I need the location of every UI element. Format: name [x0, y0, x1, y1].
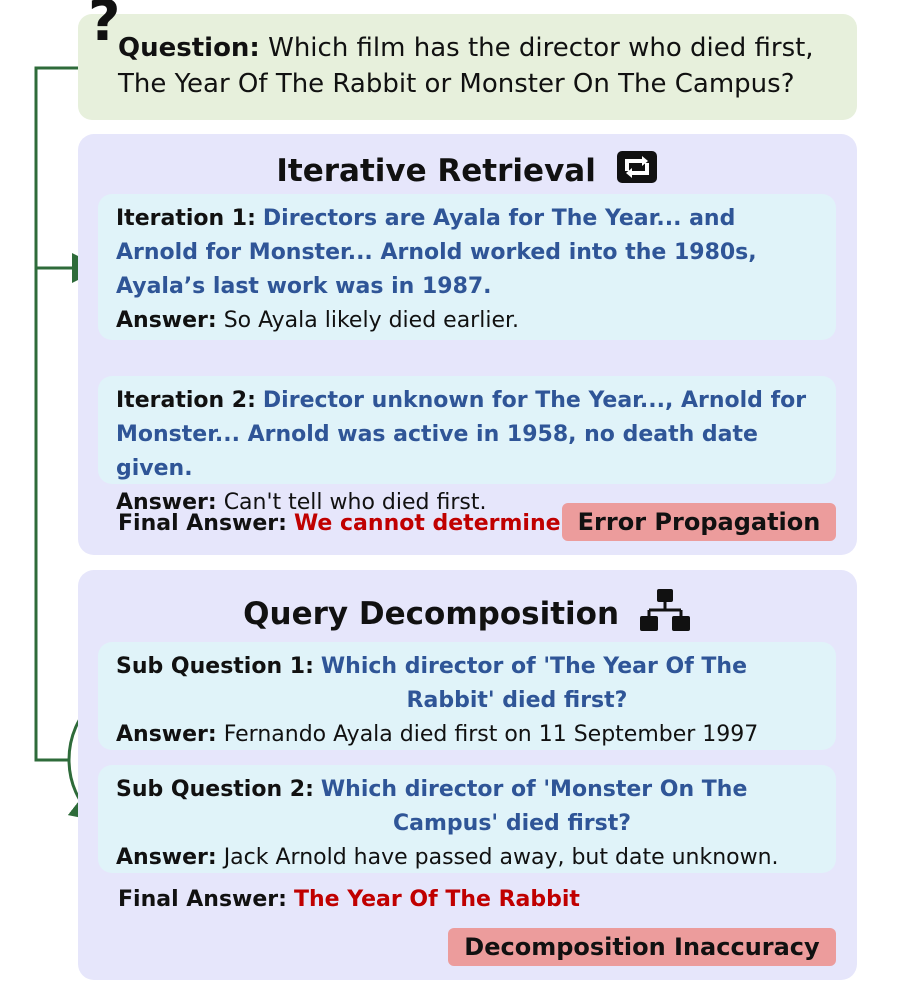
iteration-1-answer: So Ayala likely died earlier. — [223, 308, 520, 333]
iteration-2-box — [98, 376, 836, 515]
iteration-2-answer: Can't tell who died first. — [223, 490, 487, 515]
sub-question-2-answer-label: Answer: — [116, 845, 217, 870]
sub-question-2-box — [98, 765, 836, 873]
iterative-final-answer — [118, 508, 561, 540]
question-body: Which film has the director who died first, The Year Of The Rabbit or Monster On The Campus? — [118, 33, 814, 99]
query-decomposition-title — [78, 588, 857, 634]
refresh-icon — [615, 147, 659, 187]
question-label: Question: — [118, 33, 260, 63]
iterative-final-value: We cannot determine — [293, 511, 561, 536]
iterative-final-label: Final Answer: — [118, 511, 287, 536]
query-decomposition-title-text: Query Decomposition — [243, 596, 620, 632]
iteration-1-label: Iteration 1: — [116, 206, 256, 231]
sub-question-2-text-line1: Which director of 'Monster On The — [320, 777, 748, 802]
iteration-1-box — [98, 194, 836, 340]
decomposition-final-label: Final Answer: — [118, 887, 287, 912]
iterative-retrieval-title — [78, 147, 857, 191]
iteration-2-label: Iteration 2: — [116, 388, 256, 413]
decomposition-inaccuracy-tag: Decomposition Inaccuracy — [448, 928, 836, 966]
question-text — [118, 30, 848, 102]
sub-question-1-text-line2: Rabbit' died first? — [406, 688, 628, 713]
sub-question-1-text-line1: Which director of 'The Year Of The — [320, 654, 748, 679]
sub-question-2-text-line2: Campus' died first? — [393, 811, 631, 836]
sub-question-1-answer: Fernando Ayala died first on 11 September 1997 — [223, 722, 759, 747]
sub-question-1-label: Sub Question 1: — [116, 654, 314, 679]
iteration-1-answer-label: Answer: — [116, 308, 217, 333]
hierarchy-icon — [638, 588, 692, 632]
sub-question-1-box — [98, 642, 836, 750]
sub-question-2-label: Sub Question 2: — [116, 777, 314, 802]
iteration-2-text: Director unknown for The Year..., Arnold for Monster... Arnold was active in 1958, no death date given. — [116, 388, 807, 481]
iteration-2-answer-label: Answer: — [116, 490, 217, 515]
question-mark-icon: ? — [88, 0, 121, 54]
decomposition-final-value: The Year Of The Rabbit — [293, 887, 580, 912]
iteration-1-text: Directors are Ayala for The Year... and Arnold for Monster... Arnold worked into the 1980s, Ayala’s last work was in 1987. — [116, 206, 757, 299]
sub-question-1-answer-label: Answer: — [116, 722, 217, 747]
iterative-retrieval-title-text: Iterative Retrieval — [276, 153, 596, 189]
decomposition-final-answer — [118, 884, 580, 916]
error-propagation-tag: Error Propagation — [562, 503, 836, 541]
sub-question-2-answer: Jack Arnold have passed away, but date unknown. — [223, 845, 779, 870]
